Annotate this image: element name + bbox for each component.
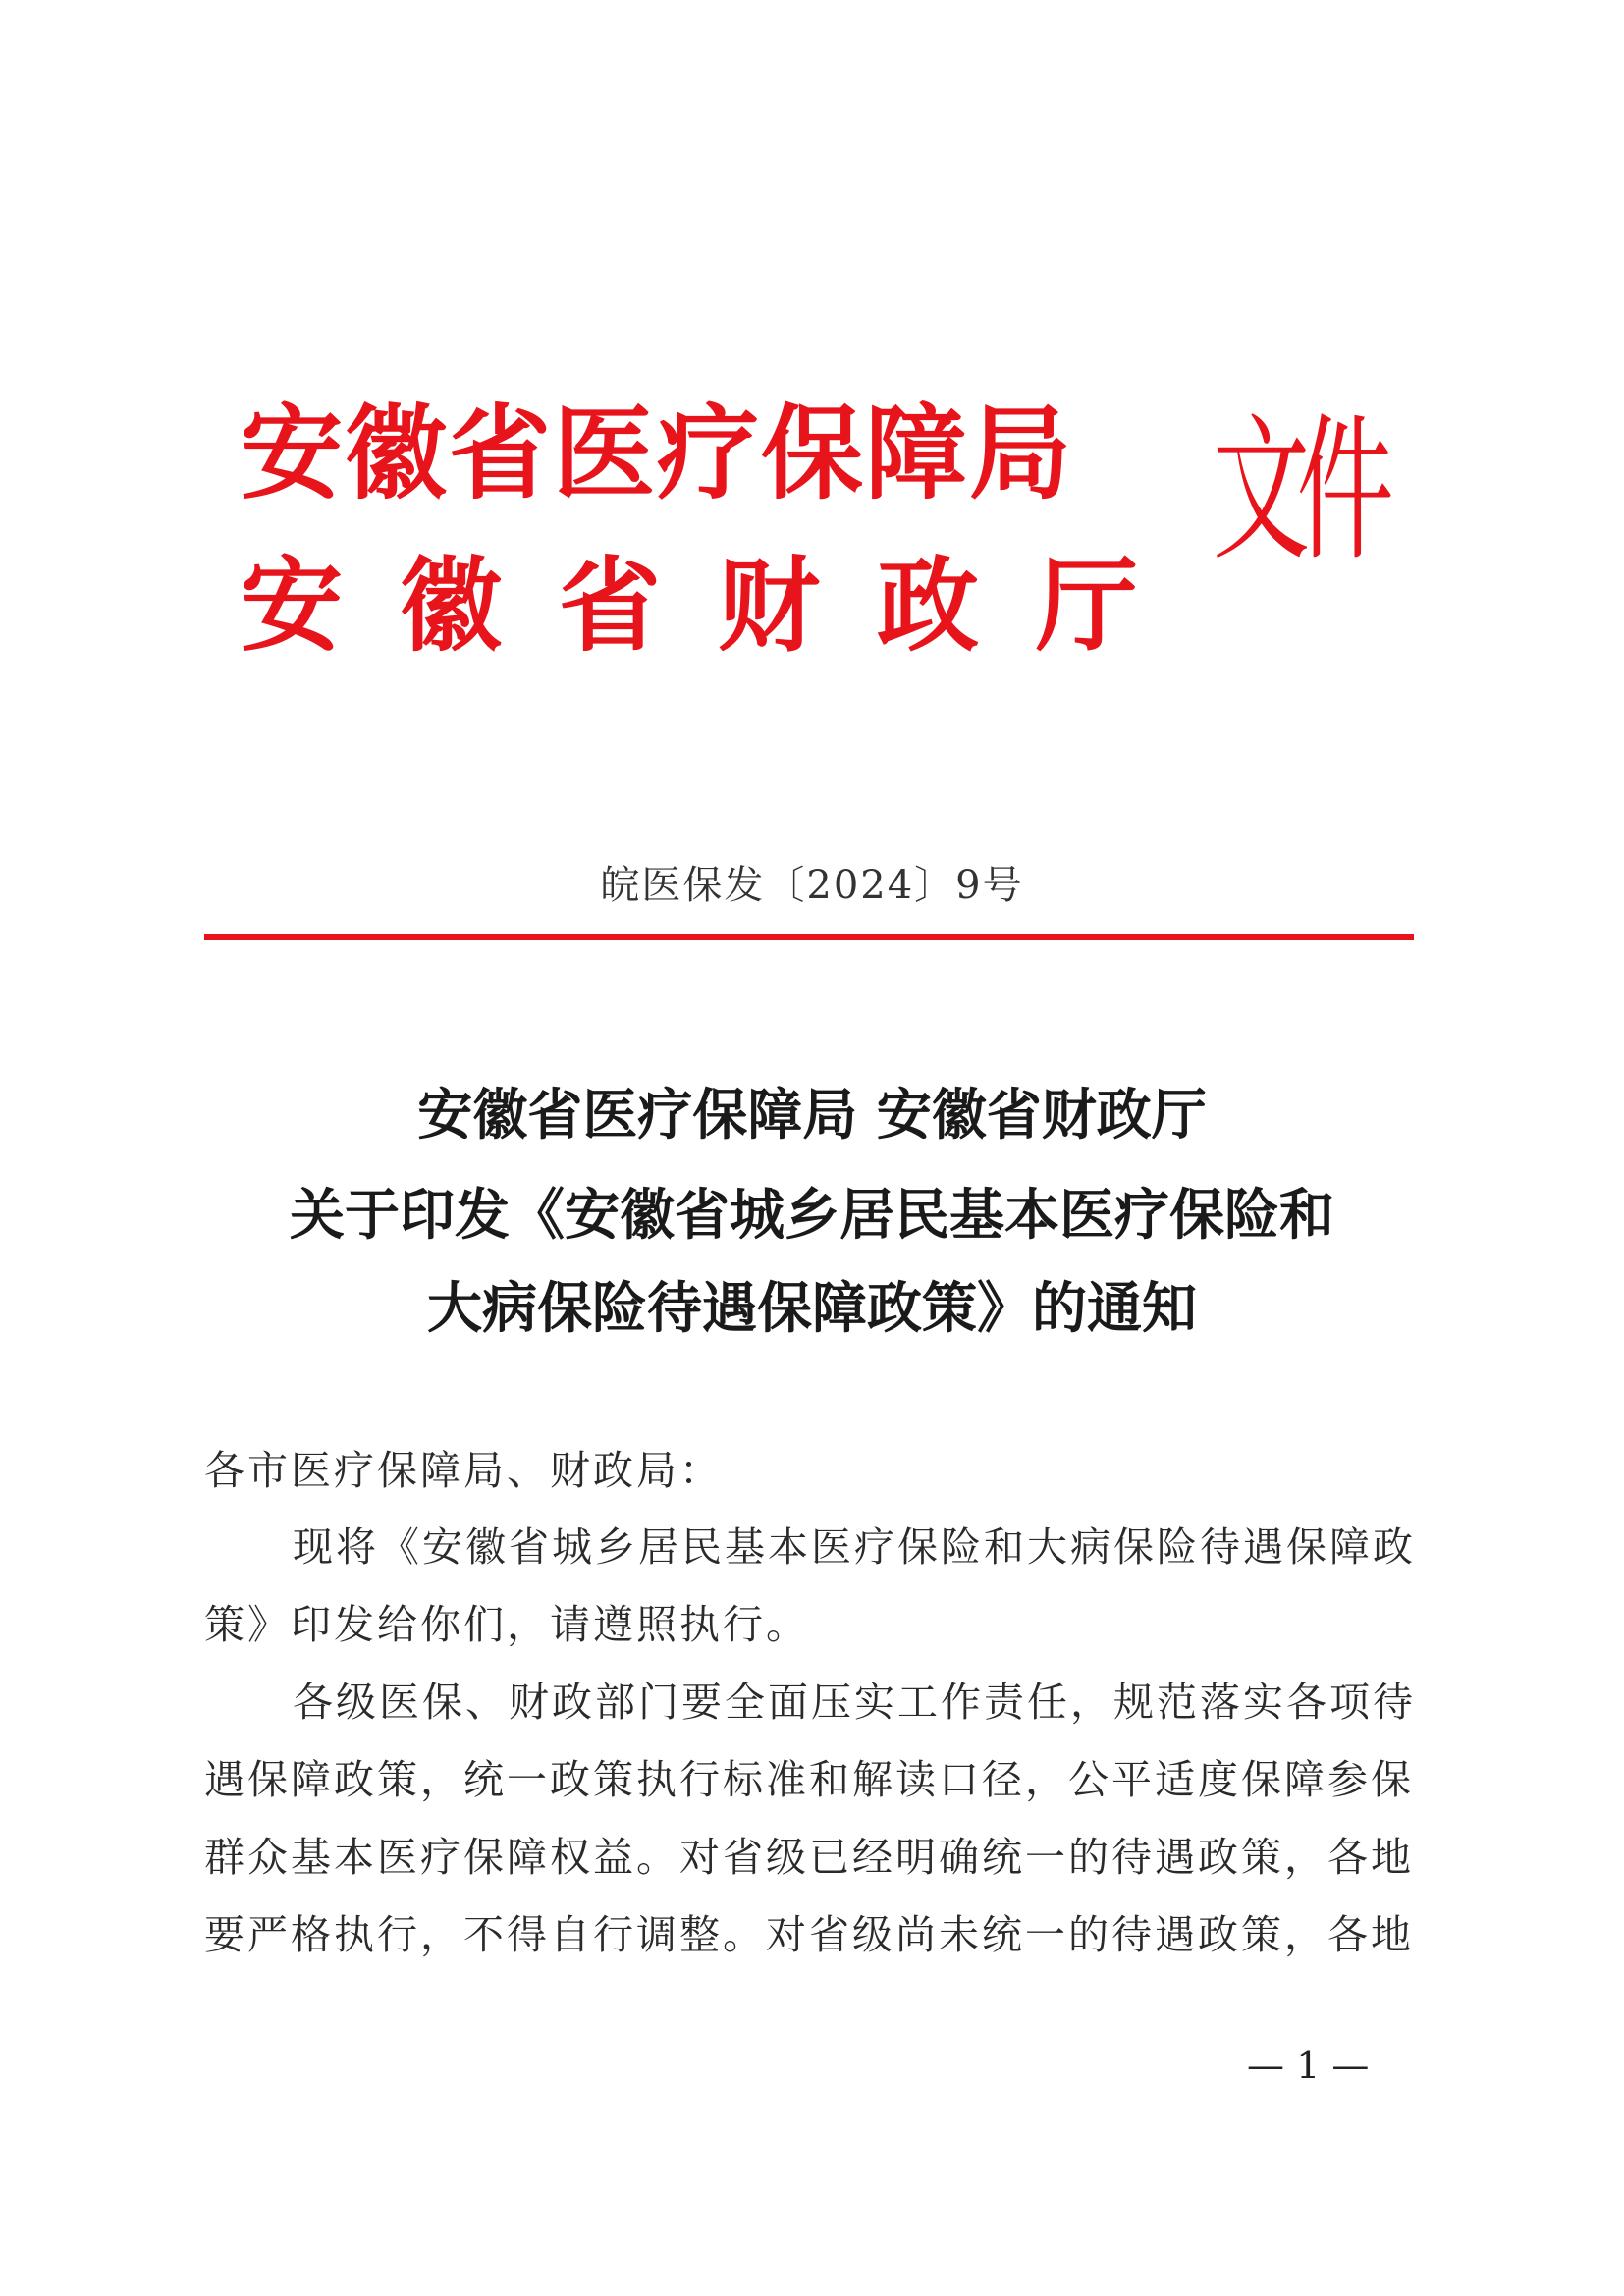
document-number: 皖医保发〔2024〕9号	[600, 863, 1024, 908]
notice-title-line-2: 关于印发《安徽省城乡居民基本医疗保险和	[290, 1183, 1334, 1248]
salutation: 各市医疗保障局、财政局：	[204, 1447, 723, 1494]
red-separator-line	[204, 934, 1414, 940]
paragraph-2-line-1: 各级医保、财政部门要全面压实工作责任，规范落实各项待	[293, 1679, 1416, 1726]
issuer-name-2: 安徽省财政厅	[241, 545, 1196, 666]
notice-title-line-1: 安徽省医疗保障局 安徽省财政厅	[417, 1083, 1207, 1148]
paragraph-2-line-4: 要严格执行，不得自行调整。对省级尚未统一的待遇政策，各地	[204, 1911, 1414, 1958]
paragraph-2-line-2: 遇保障政策，统一政策执行标准和解读口径，公平适度保障参保	[204, 1756, 1414, 1803]
paragraph-1-line-1: 现将《安徽省城乡居民基本医疗保险和大病保险待遇保障政	[293, 1523, 1416, 1571]
paragraph-2-line-3: 群众基本医疗保障权益。对省级已经明确统一的待遇政策，各地	[204, 1834, 1414, 1881]
red-letterhead	[0, 0, 1624, 687]
page-number: — 1 —	[1247, 2044, 1370, 2087]
paragraph-1-line-2: 策》印发给你们，请遵照执行。	[204, 1601, 809, 1648]
issuer-name-1: 安徽省医疗保障局	[241, 393, 1074, 513]
notice-title-line-3: 大病保险待遇保障政策》的通知	[427, 1276, 1197, 1341]
document-word: 文件	[1213, 399, 1381, 582]
